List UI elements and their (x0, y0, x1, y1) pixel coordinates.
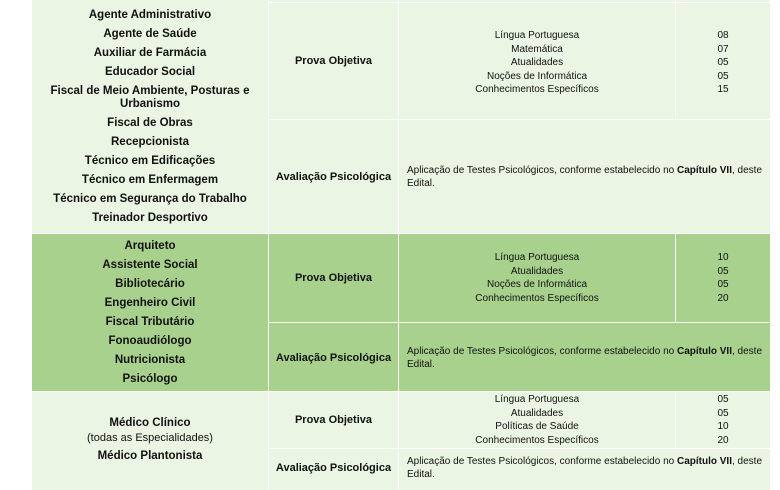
questoes-count: 20 (717, 434, 729, 446)
disciplina: Língua Portuguesa (494, 30, 580, 41)
avaliacao-descricao (407, 346, 767, 371)
cargo-name: Técnico em Enfermagem (81, 174, 219, 186)
questoes-count: 05 (717, 407, 729, 419)
questoes-list (676, 393, 770, 447)
questoes-count: 05 (717, 57, 729, 68)
etapa-avaliacao-psicologica: Avaliação Psicológica (275, 462, 392, 474)
etapa-prova-objetiva: Prova Objetiva (294, 414, 373, 426)
questoes-count: 10 (717, 252, 729, 263)
questoes-list (676, 251, 770, 305)
cargo-name: Engenheiro Civil (104, 297, 196, 309)
cargo-name: Recepcionista (111, 136, 189, 148)
avaliacao-texto: Aplicação de Testes Psicológicos, conforme estabelecido no (407, 456, 675, 467)
questoes-count: 20 (717, 292, 729, 304)
disciplina: Atualidades (510, 407, 564, 419)
questoes-list (676, 29, 770, 97)
questoes-count: 05 (717, 279, 729, 290)
cargo-name: Técnico em Edificações (84, 155, 216, 167)
disciplina: Conhecimentos Específicos (475, 292, 599, 304)
avaliacao-fim: , deste Edital. (407, 456, 763, 480)
disciplina: Língua Portuguesa (494, 394, 580, 405)
cargo-name: Agente de Saúde (103, 28, 197, 40)
avaliacao-fim: , deste Edital. (407, 346, 763, 370)
disciplina: Atualidades (510, 265, 564, 277)
cargo-name: Fiscal Tributário (105, 316, 195, 328)
cargo-name: Técnico em Segurança do Trabalho (53, 193, 247, 205)
avaliacao-capitulo: Capítulo VII (676, 346, 732, 357)
cargo-name: Educador Social (104, 66, 196, 78)
disciplinas-list (399, 393, 675, 447)
etapa-avaliacao-psicologica: Avaliação Psicológica (275, 171, 392, 183)
cargo-list (32, 237, 268, 389)
etapa-avaliacao-psicologica: Avaliação Psicológica (275, 352, 392, 364)
cargo-group-1 (32, 0, 770, 233)
etapa-prova-objetiva: Prova Objetiva (294, 55, 373, 67)
disciplina: Políticas de Saúde (495, 421, 579, 432)
avaliacao-capitulo: Capítulo VII (676, 456, 732, 467)
avaliacao-fim: , deste Edital. (407, 165, 763, 189)
cargo-name: Auxiliar de Farmácia (93, 47, 207, 59)
disciplinas-list (399, 251, 675, 305)
disciplina: Matemática (511, 43, 563, 55)
avaliacao-texto: Aplicação de Testes Psicológicos, conforme estabelecido no (407, 346, 675, 357)
avaliacao-descricao (407, 456, 767, 481)
disciplina: Língua Portuguesa (494, 252, 580, 263)
cargo-name: Fiscal de Meio Ambiente, Posturas e Urbanismo (50, 85, 250, 110)
cargo-name: Psicólogo (122, 373, 178, 385)
avaliacao-texto: Aplicação de Testes Psicológicos, conforme estabelecido no (407, 165, 675, 176)
cargo-name: Fiscal de Obras (107, 117, 193, 129)
cargo-name: Fonoaudiólogo (108, 335, 192, 347)
questoes-count: 15 (717, 84, 729, 95)
cargo-name: Médico Clínico (109, 417, 191, 429)
cargo-name: Nutricionista (114, 354, 186, 366)
cargo-name: Médico Plantonista (97, 450, 203, 462)
disciplina: Conhecimentos Específicos (475, 84, 599, 95)
cargo-name: Arquiteto (124, 240, 176, 252)
cargo-nota: (todas as Especialidades) (87, 432, 213, 444)
questoes-count: 08 (717, 30, 729, 41)
cargo-list (32, 416, 268, 466)
questoes-count: 10 (717, 421, 729, 432)
cargo-name: Treinador Desportivo (92, 212, 208, 224)
disciplinas-list (399, 29, 675, 97)
disciplina: Noções de Informática (486, 70, 588, 82)
cargo-name: Assistente Social (102, 259, 198, 271)
disciplina: Atualidades (510, 57, 564, 68)
questoes-count: 05 (717, 70, 729, 82)
avaliacao-capitulo: Capítulo VII (676, 165, 732, 176)
disciplina: Noções de Informática (486, 279, 588, 290)
avaliacao-descricao (407, 165, 767, 190)
questoes-count: 07 (717, 43, 729, 55)
cargo-list (32, 6, 268, 228)
etapa-prova-objetiva: Prova Objetiva (294, 272, 373, 284)
cargo-name: Agente Administrativo (88, 9, 212, 21)
questoes-count: 05 (717, 394, 729, 405)
cargo-group-3 (32, 392, 770, 490)
cargo-name: Bibliotecário (115, 278, 185, 290)
questoes-count: 05 (717, 265, 729, 277)
cargo-group-2 (32, 234, 770, 391)
disciplina: Conhecimentos Específicos (475, 434, 599, 446)
